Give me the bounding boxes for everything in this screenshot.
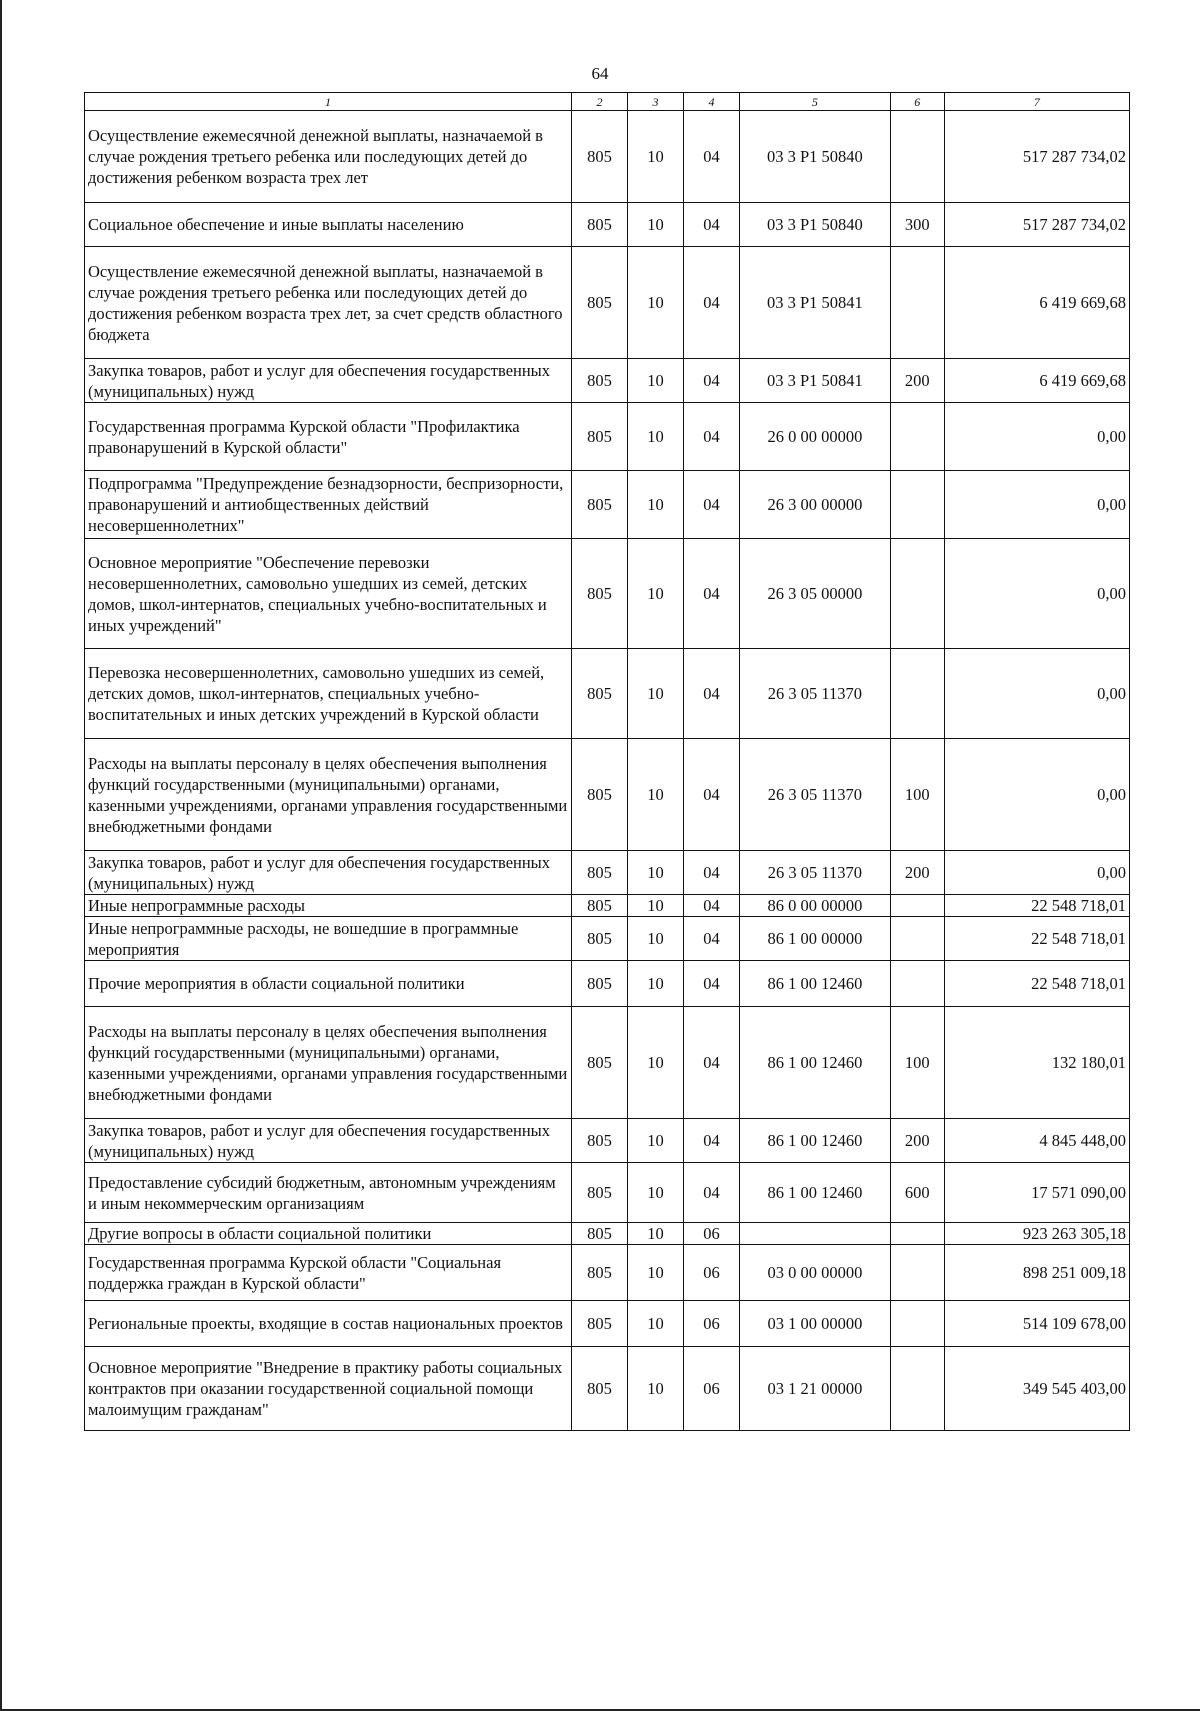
row-section-cell: 10 (627, 359, 683, 403)
row-target-article-cell: 03 3 P1 50840 (739, 203, 890, 247)
header-row (85, 93, 1130, 111)
row-section-cell: 10 (627, 203, 683, 247)
row-section-cell: 10 (627, 649, 683, 739)
row-subsection-cell: 04 (683, 403, 739, 471)
row-grbs-cell: 805 (571, 539, 627, 649)
row-section-cell: 10 (627, 1245, 683, 1301)
row-name-cell: Другие вопросы в области социальной политики (85, 1223, 572, 1245)
row-name-cell: Закупка товаров, работ и услуг для обеспечения государственных (муниципальных) нужд (85, 851, 572, 895)
table-row (85, 895, 1130, 917)
row-sum-cell: 923 263 305,18 (944, 1223, 1129, 1245)
row-grbs-cell: 805 (571, 961, 627, 1007)
row-subsection-cell: 04 (683, 471, 739, 539)
row-expense-type-cell (890, 895, 944, 917)
table-row (85, 1301, 1130, 1347)
row-expense-type-cell (890, 649, 944, 739)
row-subsection-cell: 04 (683, 1119, 739, 1163)
row-sum-cell: 0,00 (944, 851, 1129, 895)
table-row (85, 539, 1130, 649)
row-sum-cell: 6 419 669,68 (944, 247, 1129, 359)
row-name-cell: Социальное обеспечение и иные выплаты населению (85, 203, 572, 247)
row-target-article-cell: 86 1 00 12460 (739, 1007, 890, 1119)
table-row (85, 1119, 1130, 1163)
table-row (85, 203, 1130, 247)
row-name-cell: Осуществление ежемесячной денежной выплаты, назначаемой в случае рождения третьего ребенка или последующих детей до достижения ребенком возраста трех лет, за счет средств областного бюджета (85, 247, 572, 359)
row-grbs-cell: 805 (571, 1245, 627, 1301)
row-sum-cell: 6 419 669,68 (944, 359, 1129, 403)
row-grbs-cell: 805 (571, 739, 627, 851)
row-name-cell: Подпрограмма "Предупреждение безнадзорности, беспризорности, правонарушений и антиобщественных действий несовершеннолетних" (85, 471, 572, 539)
row-section-cell: 10 (627, 851, 683, 895)
table-row (85, 1007, 1130, 1119)
row-section-cell: 10 (627, 539, 683, 649)
row-section-cell: 10 (627, 1163, 683, 1223)
row-target-article-cell: 86 1 00 12460 (739, 961, 890, 1007)
header-col-1: 1 (85, 93, 572, 111)
row-sum-cell: 22 548 718,01 (944, 961, 1129, 1007)
row-grbs-cell: 805 (571, 1301, 627, 1347)
page-number: 64 (591, 64, 609, 83)
row-section-cell: 10 (627, 961, 683, 1007)
row-name-cell: Иные непрограммные расходы, не вошедшие в программные мероприятия (85, 917, 572, 961)
row-subsection-cell: 04 (683, 851, 739, 895)
row-subsection-cell: 04 (683, 359, 739, 403)
row-name-cell: Закупка товаров, работ и услуг для обеспечения государственных (муниципальных) нужд (85, 359, 572, 403)
row-name-cell: Государственная программа Курской области "Профилактика правонарушений в Курской области" (85, 403, 572, 471)
row-sum-cell: 517 287 734,02 (944, 111, 1129, 203)
row-grbs-cell: 805 (571, 649, 627, 739)
table-row (85, 359, 1130, 403)
row-name-cell: Перевозка несовершеннолетних, самовольно ушедших из семей, детских домов, школ-интернатов, специальных учебно-воспитательных и иных детских учреждений в Курской области (85, 649, 572, 739)
row-target-article-cell: 26 0 00 00000 (739, 403, 890, 471)
row-section-cell: 10 (627, 1223, 683, 1245)
row-sum-cell: 22 548 718,01 (944, 895, 1129, 917)
row-subsection-cell: 04 (683, 203, 739, 247)
row-name-cell: Закупка товаров, работ и услуг для обеспечения государственных (муниципальных) нужд (85, 1119, 572, 1163)
row-target-article-cell: 03 0 00 00000 (739, 1245, 890, 1301)
row-grbs-cell: 805 (571, 917, 627, 961)
row-name-cell: Расходы на выплаты персоналу в целях обеспечения выполнения функций государственными (муниципальными) органами, казенными учреждениями, органами управления государственными внебюджетными фондами (85, 1007, 572, 1119)
row-subsection-cell: 06 (683, 1301, 739, 1347)
row-expense-type-cell: 100 (890, 1007, 944, 1119)
row-section-cell: 10 (627, 1007, 683, 1119)
table-row (85, 961, 1130, 1007)
row-name-cell: Иные непрограммные расходы (85, 895, 572, 917)
table-row (85, 649, 1130, 739)
row-subsection-cell: 04 (683, 917, 739, 961)
header-col-4: 4 (683, 93, 739, 111)
row-target-article-cell: 86 1 00 00000 (739, 917, 890, 961)
row-grbs-cell: 805 (571, 203, 627, 247)
row-target-article-cell: 03 1 21 00000 (739, 1347, 890, 1431)
row-expense-type-cell: 200 (890, 1119, 944, 1163)
row-target-article-cell: 03 3 P1 50841 (739, 247, 890, 359)
row-grbs-cell: 805 (571, 403, 627, 471)
row-target-article-cell: 03 1 00 00000 (739, 1301, 890, 1347)
row-subsection-cell: 04 (683, 1163, 739, 1223)
row-sum-cell: 4 845 448,00 (944, 1119, 1129, 1163)
row-target-article-cell: 26 3 05 11370 (739, 851, 890, 895)
row-name-cell: Региональные проекты, входящие в состав национальных проектов (85, 1301, 572, 1347)
row-expense-type-cell (890, 917, 944, 961)
row-subsection-cell: 04 (683, 739, 739, 851)
row-section-cell: 10 (627, 917, 683, 961)
row-grbs-cell: 805 (571, 111, 627, 203)
table-row (85, 917, 1130, 961)
table-row (85, 471, 1130, 539)
row-section-cell: 10 (627, 471, 683, 539)
row-name-cell: Основное мероприятие "Обеспечение перевозки несовершеннолетних, самовольно ушедших из семей, детских домов, школ-интернатов, специальных учебно-воспитательных и иных учреждений" (85, 539, 572, 649)
row-sum-cell: 17 571 090,00 (944, 1163, 1129, 1223)
row-expense-type-cell (890, 1301, 944, 1347)
row-name-cell: Прочие мероприятия в области социальной политики (85, 961, 572, 1007)
row-name-cell: Государственная программа Курской области "Социальная поддержка граждан в Курской области" (85, 1245, 572, 1301)
row-expense-type-cell (890, 111, 944, 203)
row-expense-type-cell (890, 403, 944, 471)
row-name-cell: Осуществление ежемесячной денежной выплаты, назначаемой в случае рождения третьего ребенка или последующих детей до достижения ребенком возраста трех лет (85, 111, 572, 203)
header-col-7: 7 (944, 93, 1129, 111)
row-target-article-cell: 86 0 00 00000 (739, 895, 890, 917)
row-target-article-cell: 86 1 00 12460 (739, 1163, 890, 1223)
row-sum-cell: 517 287 734,02 (944, 203, 1129, 247)
table-row (85, 1347, 1130, 1431)
row-grbs-cell: 805 (571, 1223, 627, 1245)
header-col-2: 2 (571, 93, 627, 111)
row-sum-cell: 0,00 (944, 539, 1129, 649)
row-section-cell: 10 (627, 1301, 683, 1347)
row-sum-cell: 0,00 (944, 739, 1129, 851)
row-grbs-cell: 805 (571, 1119, 627, 1163)
table-row (85, 739, 1130, 851)
row-expense-type-cell (890, 961, 944, 1007)
row-subsection-cell: 04 (683, 247, 739, 359)
row-expense-type-cell: 200 (890, 851, 944, 895)
row-section-cell: 10 (627, 739, 683, 851)
row-section-cell: 10 (627, 895, 683, 917)
row-subsection-cell: 06 (683, 1223, 739, 1245)
table-row (85, 403, 1130, 471)
row-target-article-cell: 26 3 00 00000 (739, 471, 890, 539)
row-expense-type-cell (890, 539, 944, 649)
row-subsection-cell: 04 (683, 1007, 739, 1119)
row-target-article-cell: 26 3 05 00000 (739, 539, 890, 649)
row-grbs-cell: 805 (571, 1347, 627, 1431)
row-name-cell: Основное мероприятие "Внедрение в практику работы социальных контрактов при оказании государственной социальной помощи малоимущим гражданам" (85, 1347, 572, 1431)
table-row (85, 1163, 1130, 1223)
row-expense-type-cell: 600 (890, 1163, 944, 1223)
header-col-3: 3 (627, 93, 683, 111)
row-expense-type-cell (890, 1245, 944, 1301)
row-subsection-cell: 06 (683, 1245, 739, 1301)
row-expense-type-cell (890, 247, 944, 359)
row-section-cell: 10 (627, 111, 683, 203)
row-grbs-cell: 805 (571, 895, 627, 917)
row-sum-cell: 0,00 (944, 649, 1129, 739)
row-target-article-cell: 26 3 05 11370 (739, 739, 890, 851)
table-body (85, 111, 1130, 1431)
budget-table (84, 92, 1130, 1431)
row-expense-type-cell (890, 1223, 944, 1245)
row-sum-cell: 0,00 (944, 403, 1129, 471)
row-grbs-cell: 805 (571, 1163, 627, 1223)
table-row (85, 1223, 1130, 1245)
row-target-article-cell: 26 3 05 11370 (739, 649, 890, 739)
row-sum-cell: 898 251 009,18 (944, 1245, 1129, 1301)
row-name-cell: Предоставление субсидий бюджетным, автономным учреждениям и иным некоммерческим организациям (85, 1163, 572, 1223)
row-subsection-cell: 04 (683, 539, 739, 649)
row-target-article-cell: 03 3 P1 50841 (739, 359, 890, 403)
row-sum-cell: 0,00 (944, 471, 1129, 539)
row-grbs-cell: 805 (571, 851, 627, 895)
header-col-6: 6 (890, 93, 944, 111)
row-grbs-cell: 805 (571, 359, 627, 403)
table-row (85, 851, 1130, 895)
row-subsection-cell: 04 (683, 649, 739, 739)
row-sum-cell: 22 548 718,01 (944, 917, 1129, 961)
row-target-article-cell: 03 3 P1 50840 (739, 111, 890, 203)
table-row (85, 247, 1130, 359)
row-sum-cell: 132 180,01 (944, 1007, 1129, 1119)
row-section-cell: 10 (627, 1119, 683, 1163)
row-section-cell: 10 (627, 403, 683, 471)
row-target-article-cell: 86 1 00 12460 (739, 1119, 890, 1163)
row-expense-type-cell (890, 1347, 944, 1431)
row-subsection-cell: 06 (683, 1347, 739, 1431)
header-col-5: 5 (739, 93, 890, 111)
row-subsection-cell: 04 (683, 895, 739, 917)
row-target-article-cell (739, 1223, 890, 1245)
row-section-cell: 10 (627, 1347, 683, 1431)
table-row (85, 1245, 1130, 1301)
row-expense-type-cell: 100 (890, 739, 944, 851)
row-subsection-cell: 04 (683, 961, 739, 1007)
row-grbs-cell: 805 (571, 1007, 627, 1119)
row-sum-cell: 349 545 403,00 (944, 1347, 1129, 1431)
row-expense-type-cell (890, 471, 944, 539)
row-sum-cell: 514 109 678,00 (944, 1301, 1129, 1347)
row-subsection-cell: 04 (683, 111, 739, 203)
row-grbs-cell: 805 (571, 471, 627, 539)
row-expense-type-cell: 200 (890, 359, 944, 403)
row-section-cell: 10 (627, 247, 683, 359)
row-grbs-cell: 805 (571, 247, 627, 359)
row-name-cell: Расходы на выплаты персоналу в целях обеспечения выполнения функций государственными (муниципальными) органами, казенными учреждениями, органами управления государственными внебюджетными фондами (85, 739, 572, 851)
row-expense-type-cell: 300 (890, 203, 944, 247)
table-row (85, 111, 1130, 203)
